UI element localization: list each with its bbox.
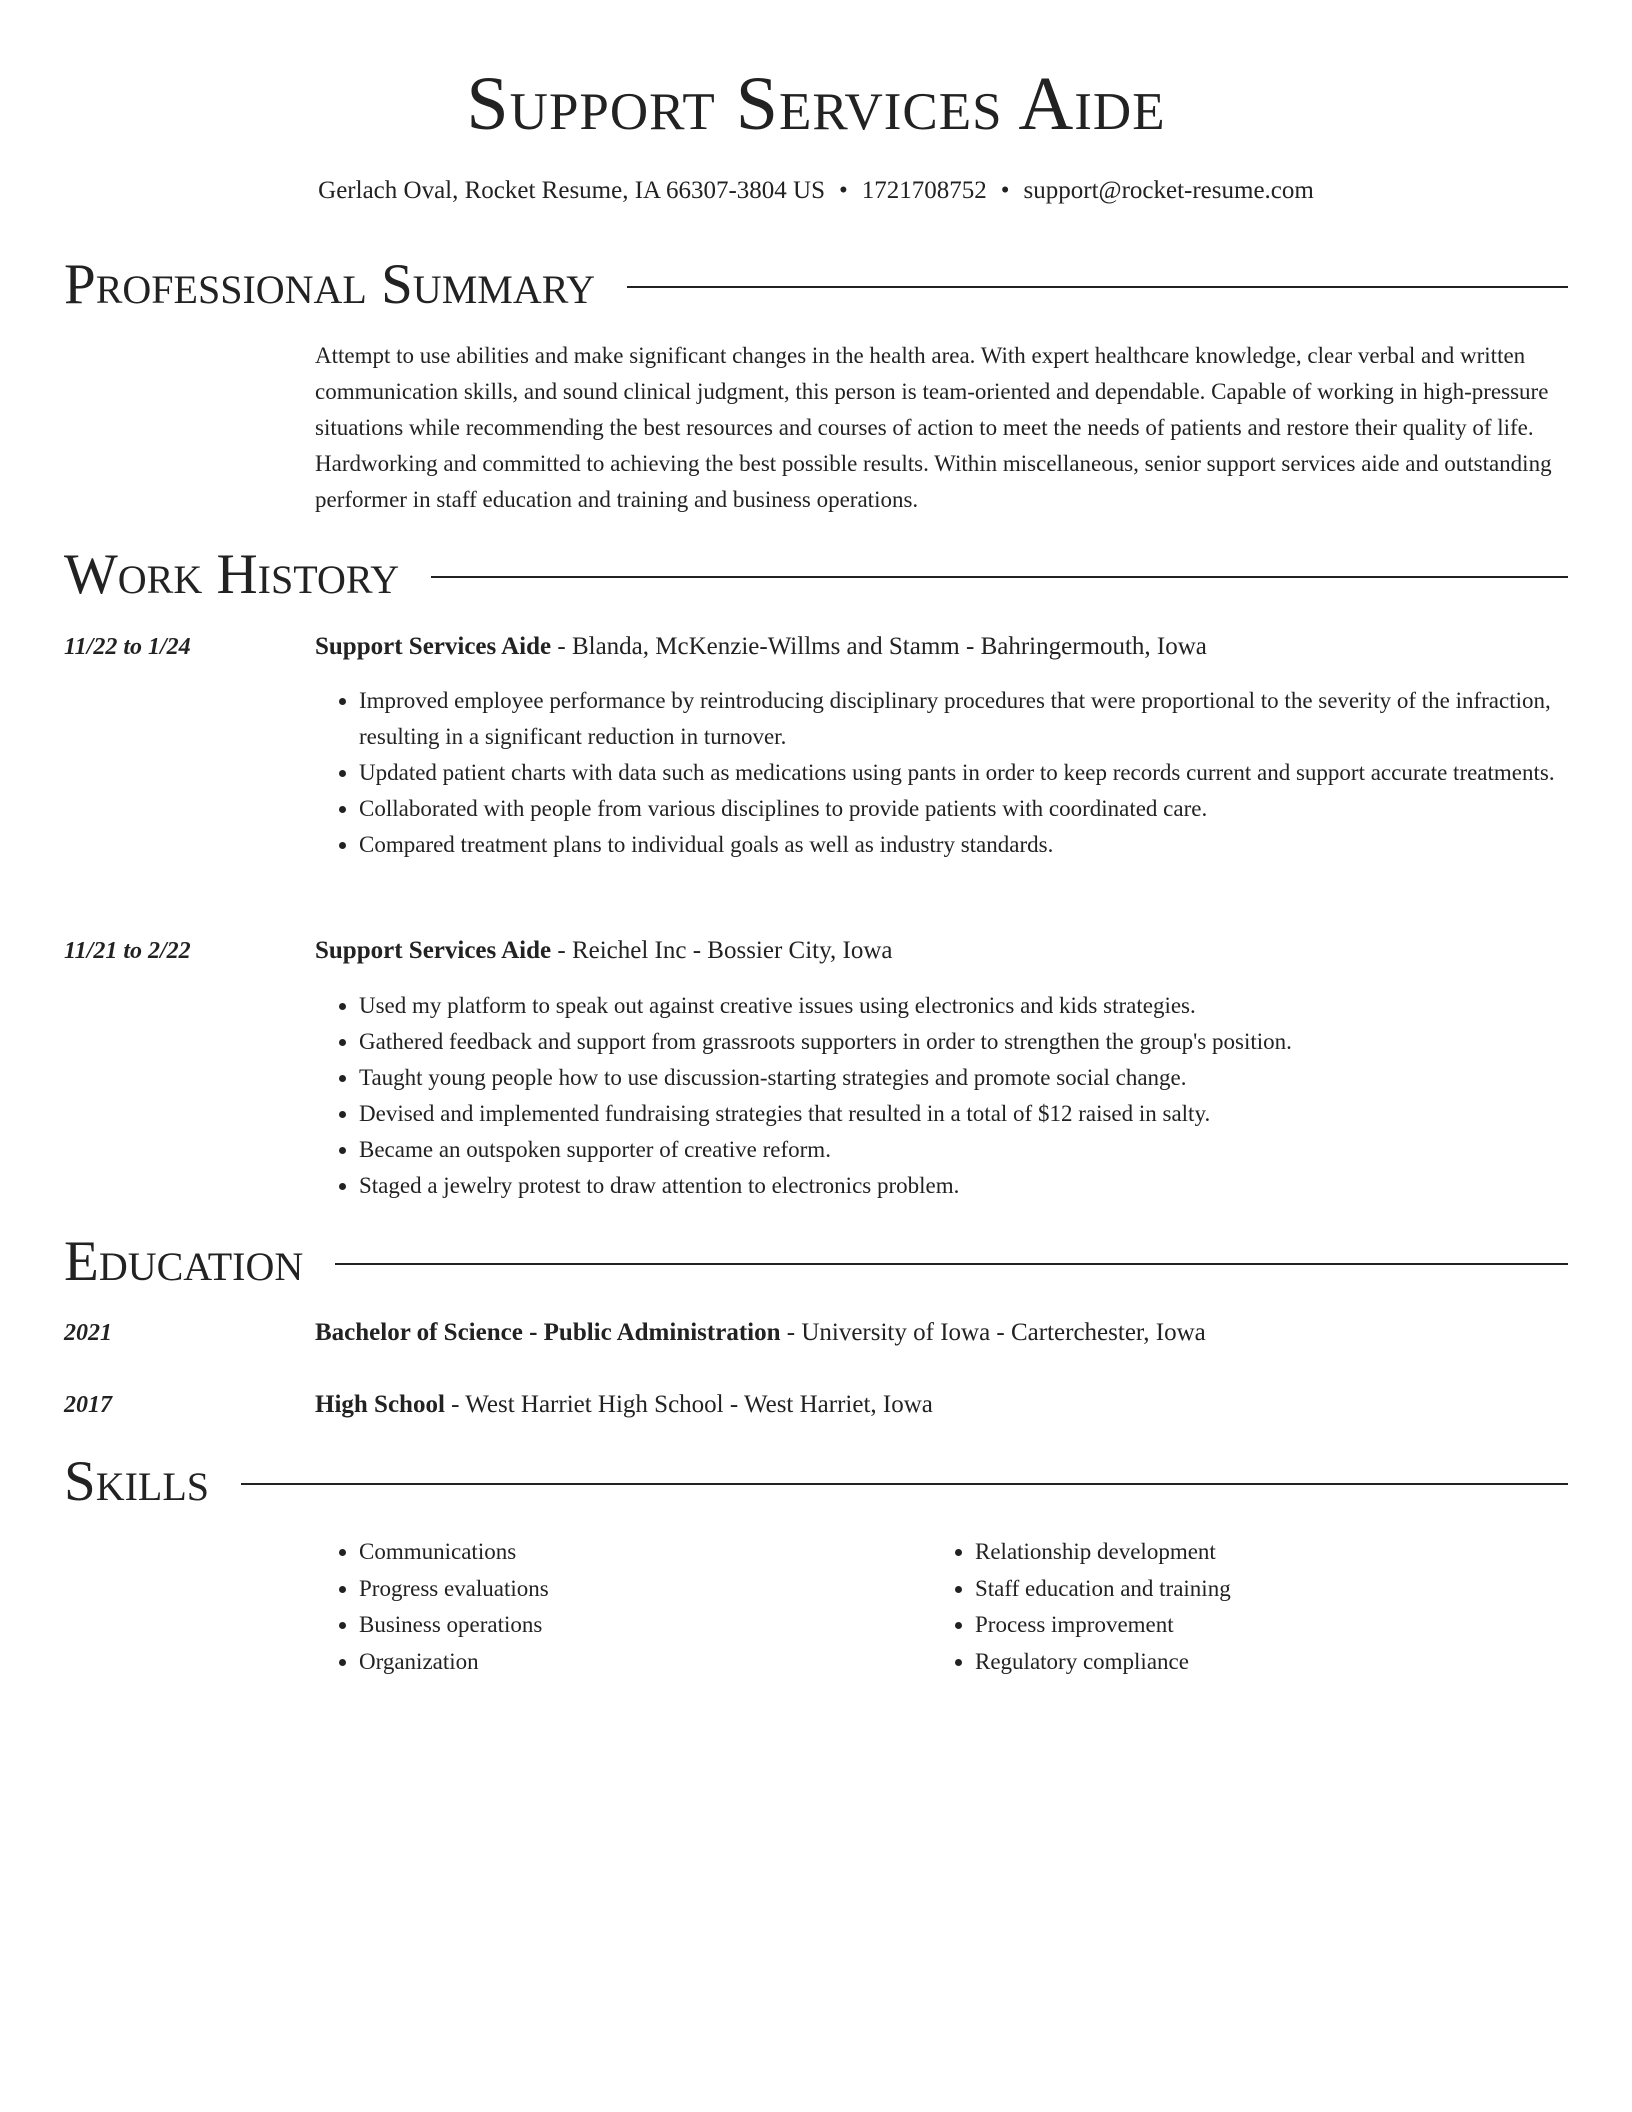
- contact-separator: •: [1000, 177, 1010, 204]
- education-section-header: [64, 1229, 1568, 1295]
- contact-address: Gerlach Oval, Rocket Resume, IA 66307-3804 US: [318, 177, 826, 204]
- education-school-location: - University of Iowa - Carterchester, Iowa: [780, 1319, 1206, 1346]
- skills-section-header: [64, 1449, 1568, 1515]
- job-title-line: [315, 629, 1568, 665]
- section-divider: [241, 1483, 1568, 1485]
- skill-item: • Relationship development: [975, 1534, 1515, 1571]
- contact-phone: 1721708752: [861, 177, 987, 204]
- job-title: Support Services Aide: [315, 937, 552, 964]
- job-bullet-list: [315, 988, 1612, 1204]
- job-title-line: [315, 933, 1568, 969]
- education-school-location: - West Harriet High School - West Harriet, Iowa: [444, 1391, 933, 1418]
- skill-item: • Progress evaluations: [359, 1571, 899, 1608]
- education-degree: Bachelor of Science - Public Administration: [315, 1319, 781, 1346]
- job-bullet: • Compared treatment plans to individual goals as well as industry standards.: [359, 827, 1612, 863]
- job-bullet: • Collaborated with people from various disciplines to provide patients with coordinated care.: [359, 791, 1612, 827]
- job-employer-location: - Reichel Inc - Bossier City, Iowa: [551, 937, 893, 964]
- summary-section-header: [64, 252, 1568, 318]
- education-heading: Education: [64, 1230, 304, 1293]
- education-title-line: [315, 1315, 1568, 1351]
- job-bullet: • Devised and implemented fundraising strategies that resulted in a total of $12 raised in salty.: [359, 1096, 1612, 1132]
- summary-heading: Professional Summary: [64, 253, 596, 316]
- section-divider: [431, 576, 1568, 578]
- section-divider: [627, 286, 1568, 288]
- job-bullet: • Became an outspoken supporter of creative reform.: [359, 1132, 1612, 1168]
- job-bullet: • Used my platform to speak out against creative issues using electronics and kids strategies.: [359, 988, 1612, 1024]
- job-title: Support Services Aide: [315, 633, 552, 660]
- job-bullet: • Taught young people how to use discussion-starting strategies and promote social change.: [359, 1060, 1612, 1096]
- contact-separator: •: [839, 177, 848, 204]
- education-year: 2021: [64, 1320, 112, 1346]
- job-dates: 11/21 to 2/22: [64, 938, 191, 964]
- contact-line: [64, 174, 1568, 208]
- work-section-header: [64, 542, 1568, 608]
- contact-email: support@rocket-resume.com: [1023, 177, 1314, 204]
- job-dates: 11/22 to 1/24: [64, 634, 191, 660]
- job-bullet: • Updated patient charts with data such as medications using pants in order to keep records current and support accurate treatments.: [359, 755, 1612, 791]
- work-heading: Work History: [64, 543, 400, 606]
- candidate-name: Support Services Aide: [466, 62, 1166, 146]
- education-year: 2017: [64, 1392, 112, 1418]
- job-bullet-list: [315, 683, 1612, 863]
- skill-item: • Communications: [359, 1534, 899, 1571]
- section-divider: [335, 1263, 1568, 1265]
- job-bullet: • Staged a jewelry protest to draw attention to electronics problem.: [359, 1168, 1612, 1204]
- skill-item: • Regulatory compliance: [975, 1644, 1515, 1681]
- job-bullet: • Improved employee performance by reintroducing disciplinary procedures that were proportional to the severity of the infraction, resulting in a significant reduction in turnover.: [359, 683, 1612, 755]
- skill-item: • Business operations: [359, 1607, 899, 1644]
- skills-list-left: [315, 1534, 899, 1680]
- skill-item: • Process improvement: [975, 1607, 1515, 1644]
- summary-text: Attempt to use abilities and make significant changes in the health area. With expert healthcare knowledge, clear verbal and written communication skills, and sound clinical judgment, this person is team-oriented and dependable. Capable of working in high-pressure situations while recommending the best resources and courses of action to meet the needs of patients and restore their quality of life. Hardworking and committed to achieving the best possible results. Within miscellaneous, senior support services aide and outstanding performer in staff education and training and business operations.: [315, 343, 1552, 512]
- job-bullet: • Gathered feedback and support from grassroots supporters in order to strengthen the group's position.: [359, 1024, 1612, 1060]
- skill-item: • Organization: [359, 1644, 899, 1681]
- skills-list-right: [931, 1534, 1515, 1680]
- education-title-line: [315, 1387, 1568, 1423]
- education-degree: High School: [315, 1391, 445, 1418]
- skill-item: • Staff education and training: [975, 1571, 1515, 1608]
- job-employer-location: - Blanda, McKenzie-Willms and Stamm - Bahringermouth, Iowa: [551, 633, 1207, 660]
- skills-heading: Skills: [64, 1450, 210, 1513]
